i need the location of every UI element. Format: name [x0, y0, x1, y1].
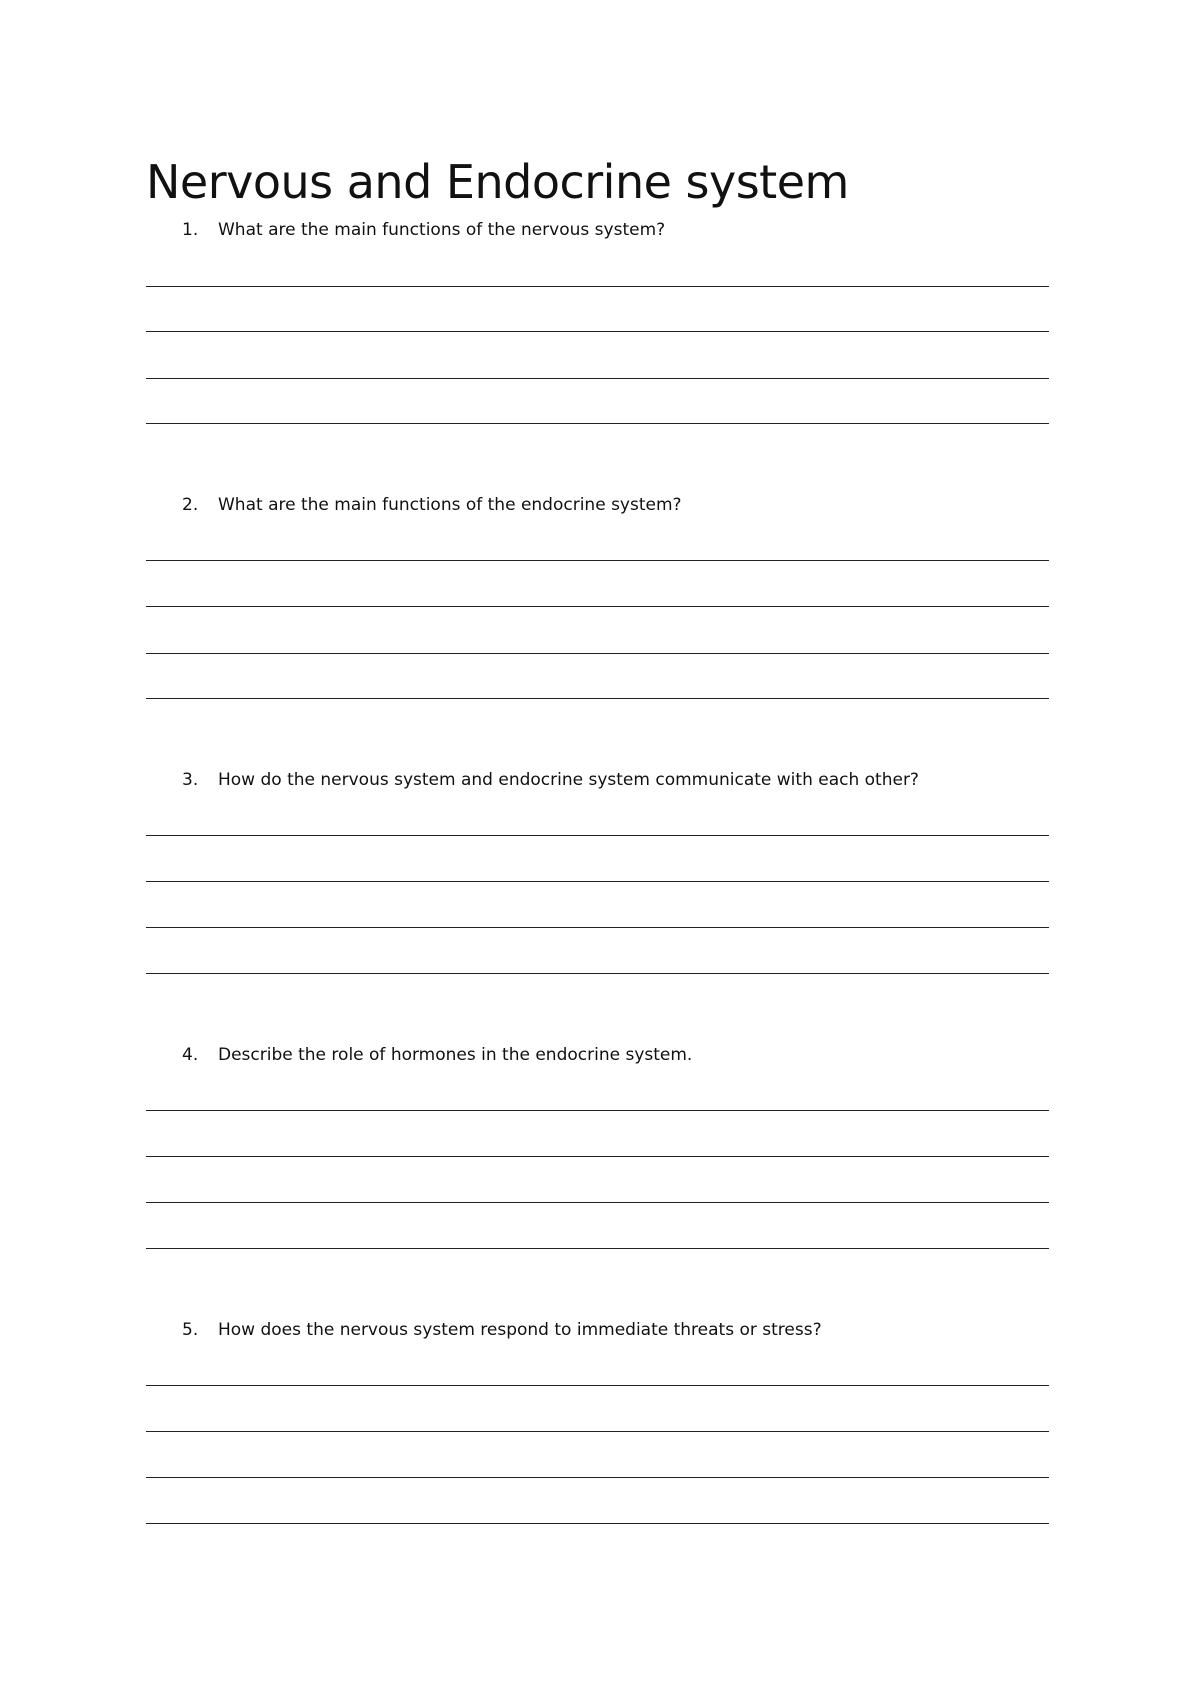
question-number: 5. [182, 1320, 199, 1340]
answer-line[interactable] [146, 1156, 1049, 1157]
answer-line[interactable] [146, 973, 1049, 974]
answer-line[interactable] [146, 1477, 1049, 1478]
answer-line[interactable] [146, 1523, 1049, 1524]
question-prompt [182, 1318, 822, 1342]
answer-line[interactable] [146, 331, 1049, 332]
answer-line[interactable] [146, 378, 1049, 379]
question-prompt [182, 768, 919, 792]
question-text: How does the nervous system respond to immediate threats or stress? [218, 1320, 822, 1340]
question-text: What are the main functions of the endocrine system? [218, 495, 682, 515]
question-text: How do the nervous system and endocrine system communicate with each other? [218, 770, 919, 790]
question-number: 4. [182, 1045, 199, 1065]
answer-line[interactable] [146, 286, 1049, 287]
answer-line[interactable] [146, 835, 1049, 836]
question-prompt [182, 1043, 692, 1067]
answer-line[interactable] [146, 698, 1049, 699]
question-number: 2. [182, 495, 199, 515]
answer-line[interactable] [146, 927, 1049, 928]
question-text: Describe the role of hormones in the endocrine system. [218, 1045, 693, 1065]
question-number: 3. [182, 770, 199, 790]
answer-line[interactable] [146, 1431, 1049, 1432]
question-number: 1. [182, 220, 199, 240]
question-prompt [182, 218, 665, 242]
answer-line[interactable] [146, 560, 1049, 561]
answer-line[interactable] [146, 653, 1049, 654]
answer-line[interactable] [146, 1248, 1049, 1249]
answer-line[interactable] [146, 881, 1049, 882]
question-text: What are the main functions of the nervous system? [218, 220, 666, 240]
answer-line[interactable] [146, 606, 1049, 607]
answer-line[interactable] [146, 1202, 1049, 1203]
answer-line[interactable] [146, 1110, 1049, 1111]
answer-line[interactable] [146, 423, 1049, 424]
answer-line[interactable] [146, 1385, 1049, 1386]
worksheet-title: Nervous and Endocrine system [146, 155, 849, 209]
question-prompt [182, 493, 682, 517]
